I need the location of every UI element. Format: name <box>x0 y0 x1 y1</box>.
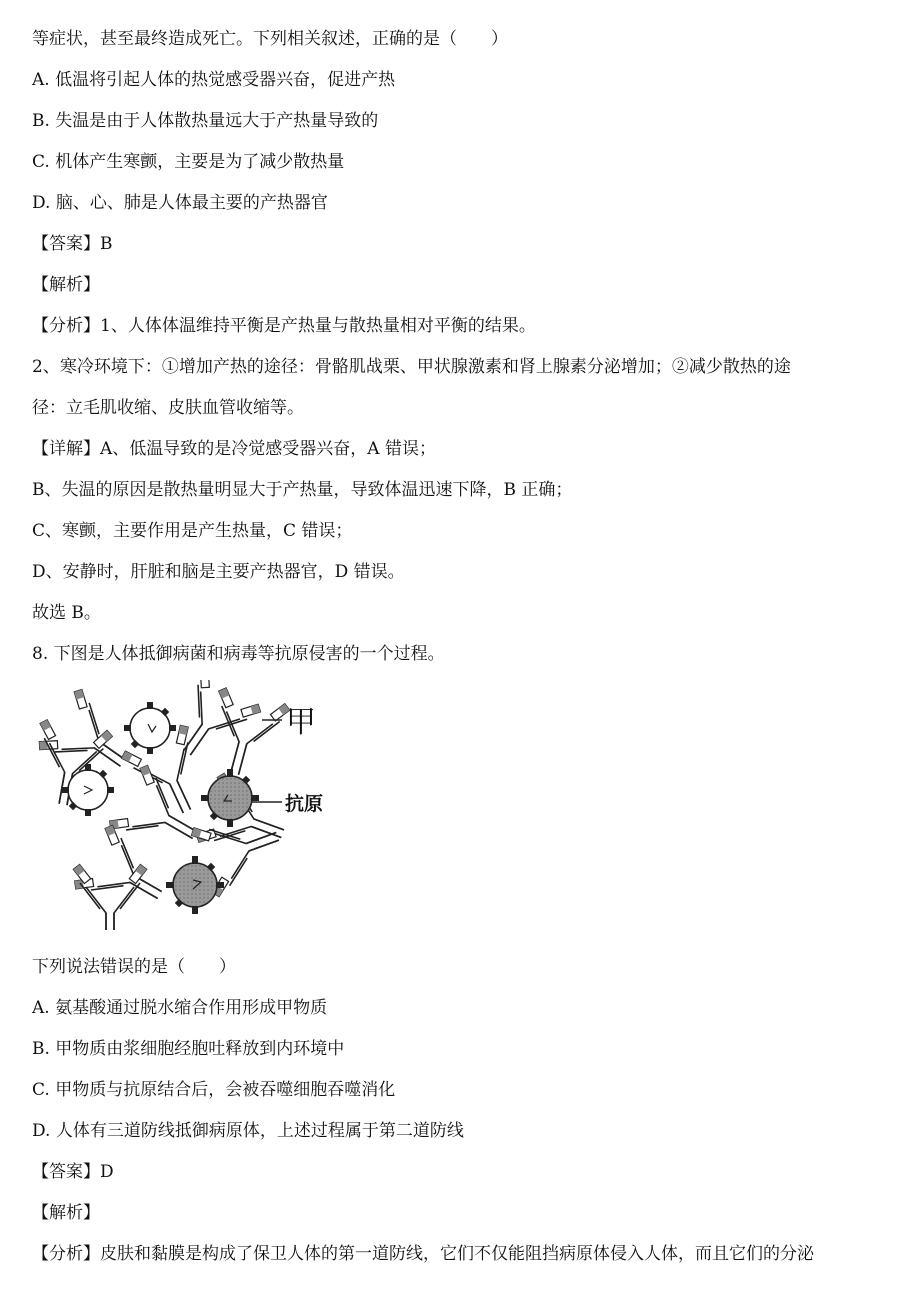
q7-detail-b: B、失温的原因是散热量明显大于产热量，导致体温迅速下降，B 正确； <box>32 480 573 500</box>
antigen <box>166 856 224 914</box>
antibody-antigen-figure <box>30 680 340 930</box>
q7-answer: 【答案】B <box>32 234 113 254</box>
label-jia: 甲 <box>286 705 316 740</box>
q8-analysis: 【分析】皮肤和黏膜是构成了保卫人体的第一道防线，它们不仅能阻挡病原体侵入人体，而且它们的分泌 <box>32 1244 814 1264</box>
q8-analysis-title: 【解析】 <box>32 1203 100 1223</box>
q7-detail-d: D、安静时，肝脏和脑是主要产热器官，D 错误。 <box>32 562 405 582</box>
q8-stem: 8. 下图是人体抵御病菌和病毒等抗原侵害的一个过程。 <box>32 644 445 664</box>
q7-conclusion: 故选 B。 <box>32 603 101 623</box>
q8-option-c: C. 甲物质与抗原结合后，会被吞噬细胞吞噬消化 <box>32 1080 396 1100</box>
antibody <box>199 686 291 783</box>
q7-analysis-2: 2、寒冷环境下：①增加产热的途径：骨骼肌战栗、甲状腺激素和肾上腺素分泌增加；②减少散热的途 <box>32 357 791 377</box>
q7-stem-tail: 等症状，甚至最终造成死亡。下列相关叙述，正确的是（ ） <box>32 29 508 49</box>
antigen <box>62 764 114 816</box>
q7-option-a: A. 低温将引起人体的热觉感受器兴奋，促进产热 <box>32 70 396 90</box>
q7-option-b: B. 失温是由于人体散热量远大于产热量导致的 <box>32 111 379 131</box>
antigen <box>201 769 259 827</box>
q7-analysis-1: 【分析】1、人体体温维持平衡是产热量与散热量相对平衡的结果。 <box>32 316 536 336</box>
q8-option-d: D. 人体有三道防线抵御病原体，上述过程属于第二道防线 <box>32 1121 464 1141</box>
q8-question: 下列说法错误的是（ ） <box>32 957 236 977</box>
q8-answer: 【答案】D <box>32 1162 114 1182</box>
q7-option-d: D. 脑、心、肺是人体最主要的产热器官 <box>32 193 328 213</box>
label-antigen: 抗原 <box>285 793 324 815</box>
q7-option-c: C. 机体产生寒颤，主要是为了减少散热量 <box>32 152 345 172</box>
q7-detail-a: 【详解】A、低温导致的是冷觉感受器兴奋，A 错误； <box>32 439 436 459</box>
antigen <box>124 702 176 754</box>
q7-analysis-title: 【解析】 <box>32 275 100 295</box>
q8-option-b: B. 甲物质由浆细胞经胞吐释放到内环境中 <box>32 1039 345 1059</box>
q7-detail-c: C、寒颤，主要作用是产生热量，C 错误； <box>32 521 353 541</box>
antibody <box>73 864 146 930</box>
q8-option-a: A. 氨基酸通过脱水缩合作用形成甲物质 <box>32 998 328 1018</box>
q7-analysis-3: 径：立毛肌收缩、皮肤血管收缩等。 <box>32 398 304 418</box>
